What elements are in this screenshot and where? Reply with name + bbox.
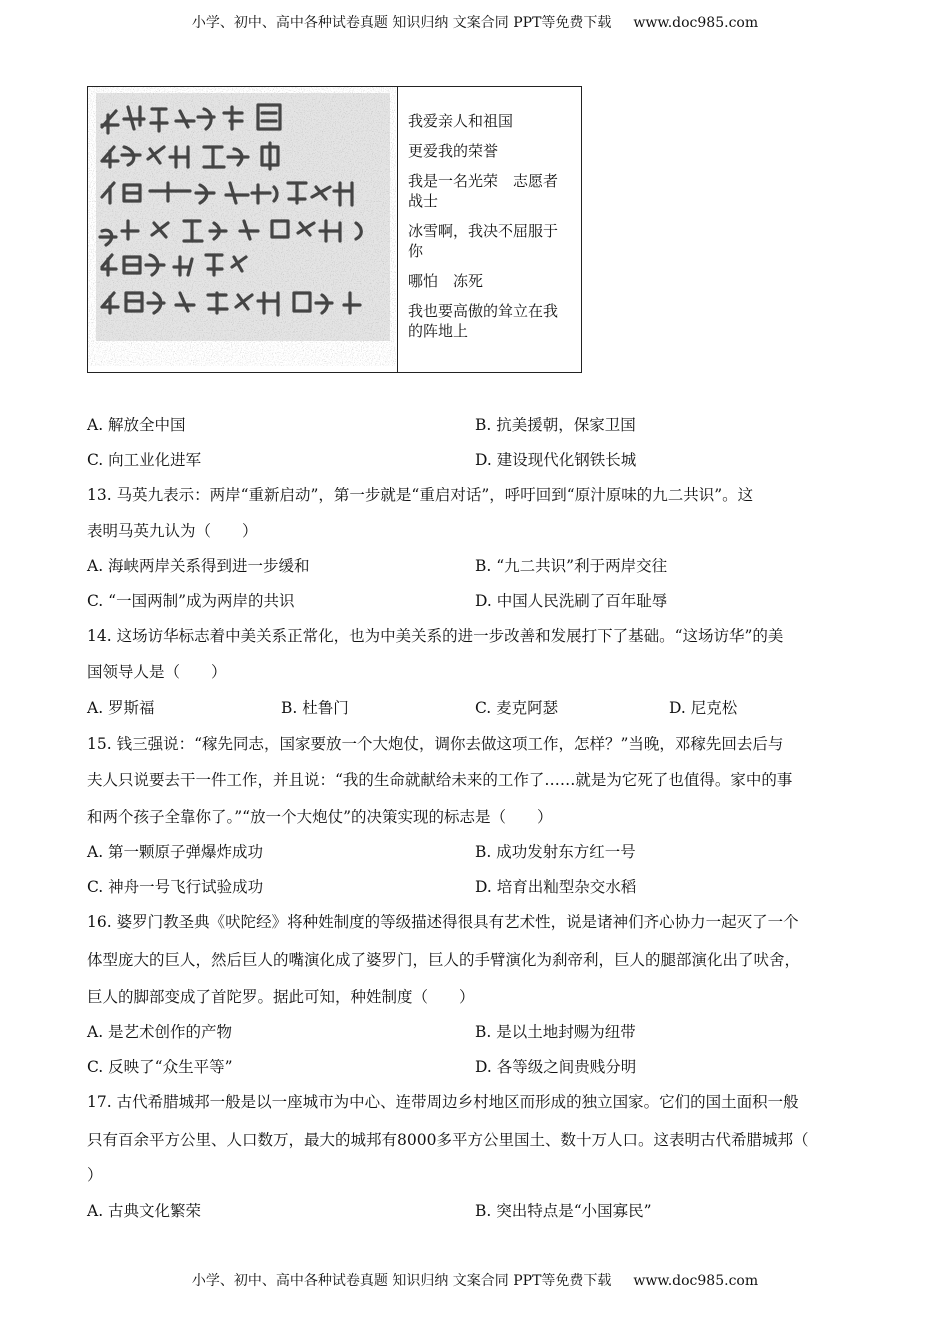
q16-option-a: A. 是艺术创作的产物 — [87, 1023, 233, 1041]
q13-option-c: C. “一国两制”成为两岸的共识 — [87, 592, 295, 610]
handwritten-poem-scan — [88, 87, 396, 371]
q17-option-a: A. 古典文化繁荣 — [87, 1202, 202, 1220]
footer-site: www.doc985.com — [633, 1273, 759, 1289]
q14-option-b: B. 杜鲁门 — [281, 699, 349, 717]
poem-transcription — [408, 111, 568, 351]
q14-option-d: D. 尼克松 — [669, 699, 738, 717]
poem-line: 更爱我的荣誉 — [408, 142, 499, 160]
q15-stem-line2: 夫人只说要去干一件工作，并且说：“我的生命就献给未来的工作了……就是为它死了也值得。家中的事 — [87, 771, 793, 789]
q17-stem-line2: 只有百余平方公里、人口数万，最大的城邦有8000多平方公里国土、数十万人口。这表明古代希腊城邦（ — [87, 1131, 809, 1149]
q13-option-a: A. 海峡两岸关系得到进一步缓和 — [87, 557, 310, 575]
poem-line: 冰雪啊，我决不屈服于你 — [408, 222, 559, 260]
q16-option-b: B. 是以土地封赐为纽带 — [475, 1023, 636, 1041]
header-text: 小学、初中、高中各种试卷真题 知识归纳 文案合同 PPT等免费下载 — [191, 15, 612, 31]
q16-option-d: D. 各等级之间贵贱分明 — [475, 1058, 637, 1076]
q15-option-d: D. 培育出籼型杂交水稻 — [475, 878, 637, 896]
q13-option-b: B. “九二共识”利于两岸交往 — [475, 557, 668, 575]
poem-line: 哪怕 冻死 — [408, 272, 484, 290]
q12-option-a: A. 解放全中国 — [87, 416, 186, 434]
q16-stem-line1: 16. 婆罗门教圣典《吠陀经》将种姓制度的等级描述得很具有艺术性，说是诸神们齐心协力一起灭了一个 — [87, 913, 799, 931]
q13-stem-line1: 13. 马英九表示：两岸“重新启动”，第一步就是“重启对话”，呼吁回到“原汁原味的九二共识”。这 — [87, 486, 754, 504]
page-footer — [0, 1270, 950, 1290]
q17-option-b: B. 突出特点是“小国寡民” — [475, 1202, 652, 1220]
q12-option-b: B. 抗美援朝，保家卫国 — [475, 416, 636, 434]
footer-text: 小学、初中、高中各种试卷真题 知识归纳 文案合同 PPT等免费下载 — [191, 1273, 612, 1289]
handwritten-poem-image — [88, 87, 398, 372]
q12-option-c: C. 向工业化进军 — [87, 451, 202, 469]
header-site: www.doc985.com — [633, 15, 759, 31]
q15-option-a: A. 第一颗原子弹爆炸成功 — [87, 843, 264, 861]
poem-table — [87, 86, 582, 373]
q16-option-c: C. 反映了“众生平等” — [87, 1058, 233, 1076]
q15-option-b: B. 成功发射东方红一号 — [475, 843, 636, 861]
poem-line: 我爱亲人和祖国 — [408, 112, 514, 130]
q17-stem-line1: 17. 古代希腊城邦一般是以一座城市为中心、连带周边乡村地区而形成的独立国家。它们的国土面积一般 — [87, 1093, 799, 1111]
q17-stem-line3: ） — [87, 1166, 103, 1184]
q14-option-a: A. 罗斯福 — [87, 699, 155, 717]
poem-line: 我是一名光荣 志愿者战士 — [408, 172, 559, 210]
poem-line: 我也要高傲的耸立在我的阵地上 — [408, 302, 559, 340]
q15-stem-line1: 15. 钱三强说：“稼先同志，国家要放一个大炮仗，调你去做这项工作，怎样？”当晚，邓稼先回去后与 — [87, 735, 784, 753]
q13-option-d: D. 中国人民洗刷了百年耻辱 — [475, 592, 668, 610]
q16-stem-line2: 体型庞大的巨人，然后巨人的嘴演化成了婆罗门，巨人的手臂演化为刹帝利，巨人的腿部演化出了吠舍， — [87, 951, 801, 969]
q15-stem-line3: 和两个孩子全靠你了。”“放一个大炮仗”的决策实现的标志是（ ） — [87, 808, 553, 826]
q13-stem-line2: 表明马英九认为（ ） — [87, 522, 258, 540]
q12-option-d: D. 建设现代化钢铁长城 — [475, 451, 637, 469]
q16-stem-line3: 巨人的脚部变成了首陀罗。据此可知，种姓制度（ ） — [87, 988, 475, 1006]
q14-option-c: C. 麦克阿瑟 — [475, 699, 559, 717]
q14-stem-line1: 14. 这场访华标志着中美关系正常化，也为中美关系的进一步改善和发展打下了基础。“这场访华”的美 — [87, 627, 784, 645]
page-header — [0, 12, 950, 32]
q14-stem-line2: 国领导人是（ ） — [87, 663, 227, 681]
q15-option-c: C. 神舟一号飞行试验成功 — [87, 878, 264, 896]
